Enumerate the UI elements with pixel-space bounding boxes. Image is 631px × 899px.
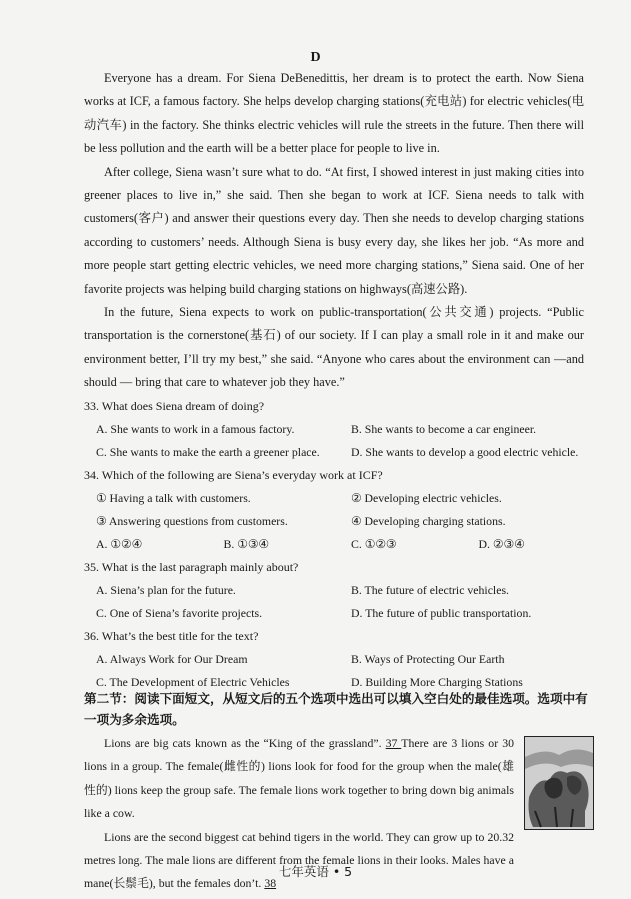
lion-illustration bbox=[524, 736, 594, 830]
section-2-instruction: 第二节：阅读下面短文，从短文后的五个选项中选出可以填入空白处的最佳选项。选项中有一项为多余选项。 bbox=[84, 691, 588, 727]
question-stem: 36. What’s the best title for the text? bbox=[84, 629, 259, 643]
question-stem: 34. Which of the following are Siena’s everyday work at ICF? bbox=[84, 468, 383, 482]
reading-passage bbox=[84, 67, 584, 395]
option-b[interactable]: B. ①③④ bbox=[223, 537, 269, 551]
option-d[interactable]: D. She wants to develop a good electric vehicle. bbox=[351, 445, 579, 459]
statement-4: ④ Developing charging stations. bbox=[351, 514, 506, 528]
blank-38[interactable]: 38 bbox=[264, 876, 277, 891]
passage-paragraph-3: In the future, Siena expects to work on public-transportation(公共交通) projects. “Public transportation is the cornerstone(基石) of our society. If I can play a small role in it and make our environment better, I’ll try my best,” she said. “Anyone who cares about the environment can —and should — bring that care to whatever job they have.” bbox=[84, 305, 584, 390]
option-b[interactable]: B. She wants to become a car engineer. bbox=[351, 422, 537, 436]
option-c[interactable]: C. ①②③ bbox=[351, 537, 397, 551]
cloze-text: Lions are the second biggest cat behind tigers in the world. They can grow up to 20.32 metres long. The male lions are different from the female lions in their looks. Males have a mane(长鬃毛), but the females don’t. bbox=[84, 829, 514, 891]
question-36 bbox=[84, 625, 594, 694]
option-b[interactable]: B. Ways of Protecting Our Earth bbox=[351, 652, 505, 666]
cloze-paragraph-2 bbox=[84, 826, 514, 896]
blank-37[interactable]: 37 bbox=[385, 736, 402, 750]
option-d[interactable]: D. Building More Charging Stations bbox=[351, 675, 523, 689]
option-d[interactable]: D. The future of public transportation. bbox=[351, 606, 532, 620]
cloze-text: Lions are big cats known as the “King of the grassland”. bbox=[104, 736, 382, 750]
lion-drawing-icon bbox=[525, 737, 593, 829]
option-d[interactable]: D. ②③④ bbox=[478, 537, 525, 551]
section-letter: D bbox=[310, 50, 321, 65]
option-a[interactable]: A. Always Work for Our Dream bbox=[96, 652, 248, 666]
statement-1: ① Having a talk with customers. bbox=[96, 491, 251, 505]
cloze-paragraph-1 bbox=[84, 732, 514, 826]
question-stem: 35. What is the last paragraph mainly about? bbox=[84, 560, 299, 574]
question-33 bbox=[84, 395, 594, 464]
question-34 bbox=[84, 464, 594, 556]
question-stem: 33. What does Siena dream of doing? bbox=[84, 399, 265, 413]
question-35 bbox=[84, 556, 594, 625]
passage-paragraph-1: Everyone has a dream. For Siena DeBenedittis, her dream is to protect the earth. Now Siena works at ICF, a famous factory. She helps develop charging stations(充电站) for electric vehicles(电动汽车) in the factory. She thinks electric vehicles will rule the streets in the future. Then there will be less pollution and the earth will be a better place for people to live in. bbox=[84, 71, 584, 156]
page-footer: 七年英语 • 5 bbox=[278, 864, 353, 879]
option-a[interactable]: A. She wants to work in a famous factory. bbox=[96, 422, 295, 436]
option-a[interactable]: A. ①②④ bbox=[96, 537, 143, 551]
option-c[interactable]: C. One of Siena’s favorite projects. bbox=[96, 606, 263, 620]
option-a[interactable]: A. Siena’s plan for the future. bbox=[96, 583, 236, 597]
option-b[interactable]: B. The future of electric vehicles. bbox=[351, 583, 509, 597]
option-c[interactable]: C. The Development of Electric Vehicles bbox=[96, 675, 290, 689]
cloze-text: There are 3 lions or 30 lions in a group. The female(雌性的) lions look for food for the group when the male(雄性的) lions keep the group safe. The female lions work together to bring down big animals like a cow. bbox=[84, 736, 514, 821]
statement-2: ② Developing electric vehicles. bbox=[351, 491, 502, 505]
option-c[interactable]: C. She wants to make the earth a greener place. bbox=[96, 445, 320, 459]
passage-paragraph-2: After college, Siena wasn’t sure what to do. “At first, I showed interest in just making cities into greener places to live in,” she said. Then she began to work at ICF. Siena needs to talk with customers(客户) and answer their questions every day. Then she needs to develop charging stations according to customers’ needs. Although Siena is busy every day, she likes her job. “As more and more people start getting electric vehicles, we need more charging stations,” Siena said. One of her favorite projects was helping build charging stations on highways(高速公路). bbox=[84, 164, 584, 296]
statement-3: ③ Answering questions from customers. bbox=[96, 514, 288, 528]
